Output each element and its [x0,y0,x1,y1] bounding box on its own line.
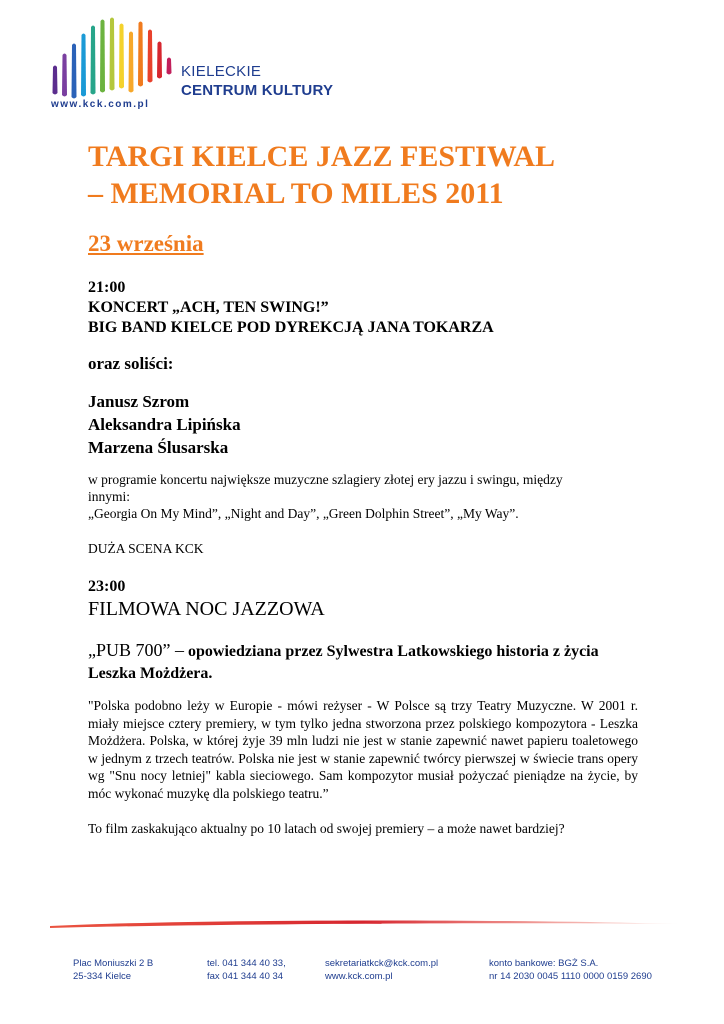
logo-bar [110,18,115,91]
event1-time: 21:00 [88,279,126,296]
footer-address [73,957,153,983]
soloist-name: Janusz Szrom [88,392,190,411]
soloist-name: Marzena Ślusarska [88,438,229,457]
footer-fax-line: fax 041 344 40 34 [207,971,284,982]
logo-bar [119,24,124,89]
logo-bar [148,30,153,83]
film-heading [88,639,638,685]
logo-url: www.kck.com.pl [51,99,150,110]
title-line1: TARGI KIELCE JAZZ FESTIWAL [88,140,556,173]
logo-bar [129,32,134,93]
festival-date: 23 września [88,231,204,256]
soloists-list [88,390,638,459]
logo-bar [167,58,172,75]
footer-phone-line: tel. 041 344 40 33, [207,958,286,969]
footer-phone [207,957,286,983]
logo-name-line1: KIELECKIE [181,63,262,80]
logo-bars-graphic [45,15,180,105]
footer-bank-name: konto bankowe: BGŻ S.A. [489,958,599,969]
venue: DUŻA SCENA KCK [88,541,204,556]
kck-logo [45,15,345,115]
logo-bar [62,54,67,97]
logo-bar [100,20,105,93]
footer-bank [489,957,652,983]
footer-email[interactable]: sekretariatkck@kck.com.pl [325,958,439,969]
event1-band: BIG BAND KIELCE POD DYREKCJĄ JANA TOKARZA [88,319,494,336]
footer-bank-account: nr 14 2030 0045 1110 0000 0159 2690 [489,971,652,982]
soloist-name: Aleksandra Lipińska [88,415,241,434]
footer-contact [325,957,438,983]
film-description: opowiedziana przez Sylwestra Latkowskiego historia z życia Leszka Możdżera. [88,643,599,682]
film-name: „PUB 700” – [88,640,184,660]
footer-website[interactable]: www.kck.com.pl [325,971,393,982]
closing-line: To film zaskakująco aktualny po 10 latach od swojej premiery – a może nawet bardziej? [88,821,565,836]
program-line: w programie koncertu największe muzyczne szlagiery złotej ery jazzu i swingu, między [88,472,563,487]
event2-time: 23:00 [88,578,126,595]
program-songs: „Georgia On My Mind”, „Night and Day”, „Green Dolphin Street”, „My Way”. [88,506,519,521]
logo-bar [91,26,96,95]
logo-bar [81,34,86,97]
program-description [88,471,638,522]
logo-bar [138,22,143,87]
logo-name-line2: CENTRUM KULTURY [181,82,334,99]
document-body [88,138,638,837]
soloists-label: oraz soliści: [88,354,174,373]
logo-bar [157,42,162,79]
festival-title [88,138,638,212]
event1-title: KONCERT „ACH, TEN SWING!” [88,299,329,316]
logo-bar [53,66,58,95]
program-line: innymi: [88,489,131,504]
footer-address-line: 25-334 Kielce [73,971,132,982]
title-line2: – MEMORIAL TO MILES 2011 [88,177,504,210]
event2-title: FILMOWA NOC JAZZOWA [88,598,325,620]
film-quote: "Polska podobno leży w Europie - mówi reżyser - W Polsce są trzy Teatry Muzyczne. W 2001 r. miały miejsce cztery premiery, w tym tylko jedna stworzona przez polskiego kompozytora - Leszka Możdżera. Polska, w której żyje 39 mln ludzi nie jest w stanie zapewnić nawet papieru toaletowego w jednym z trzech teatrów. Polska nie jest w stanie zapewnić twórcy pierwszej w świecie trans opery wg "Snu nocy letniej" kabla sieciowego. Sam kompozytor musiał pożyczać pieniądze na życie, by móc wykonać muzykę dla polskiego teatru.” [88,698,638,801]
footer-swoosh [48,915,680,935]
logo-bar [72,44,77,99]
footer-address-line: Plac Moniuszki 2 B [73,958,154,969]
